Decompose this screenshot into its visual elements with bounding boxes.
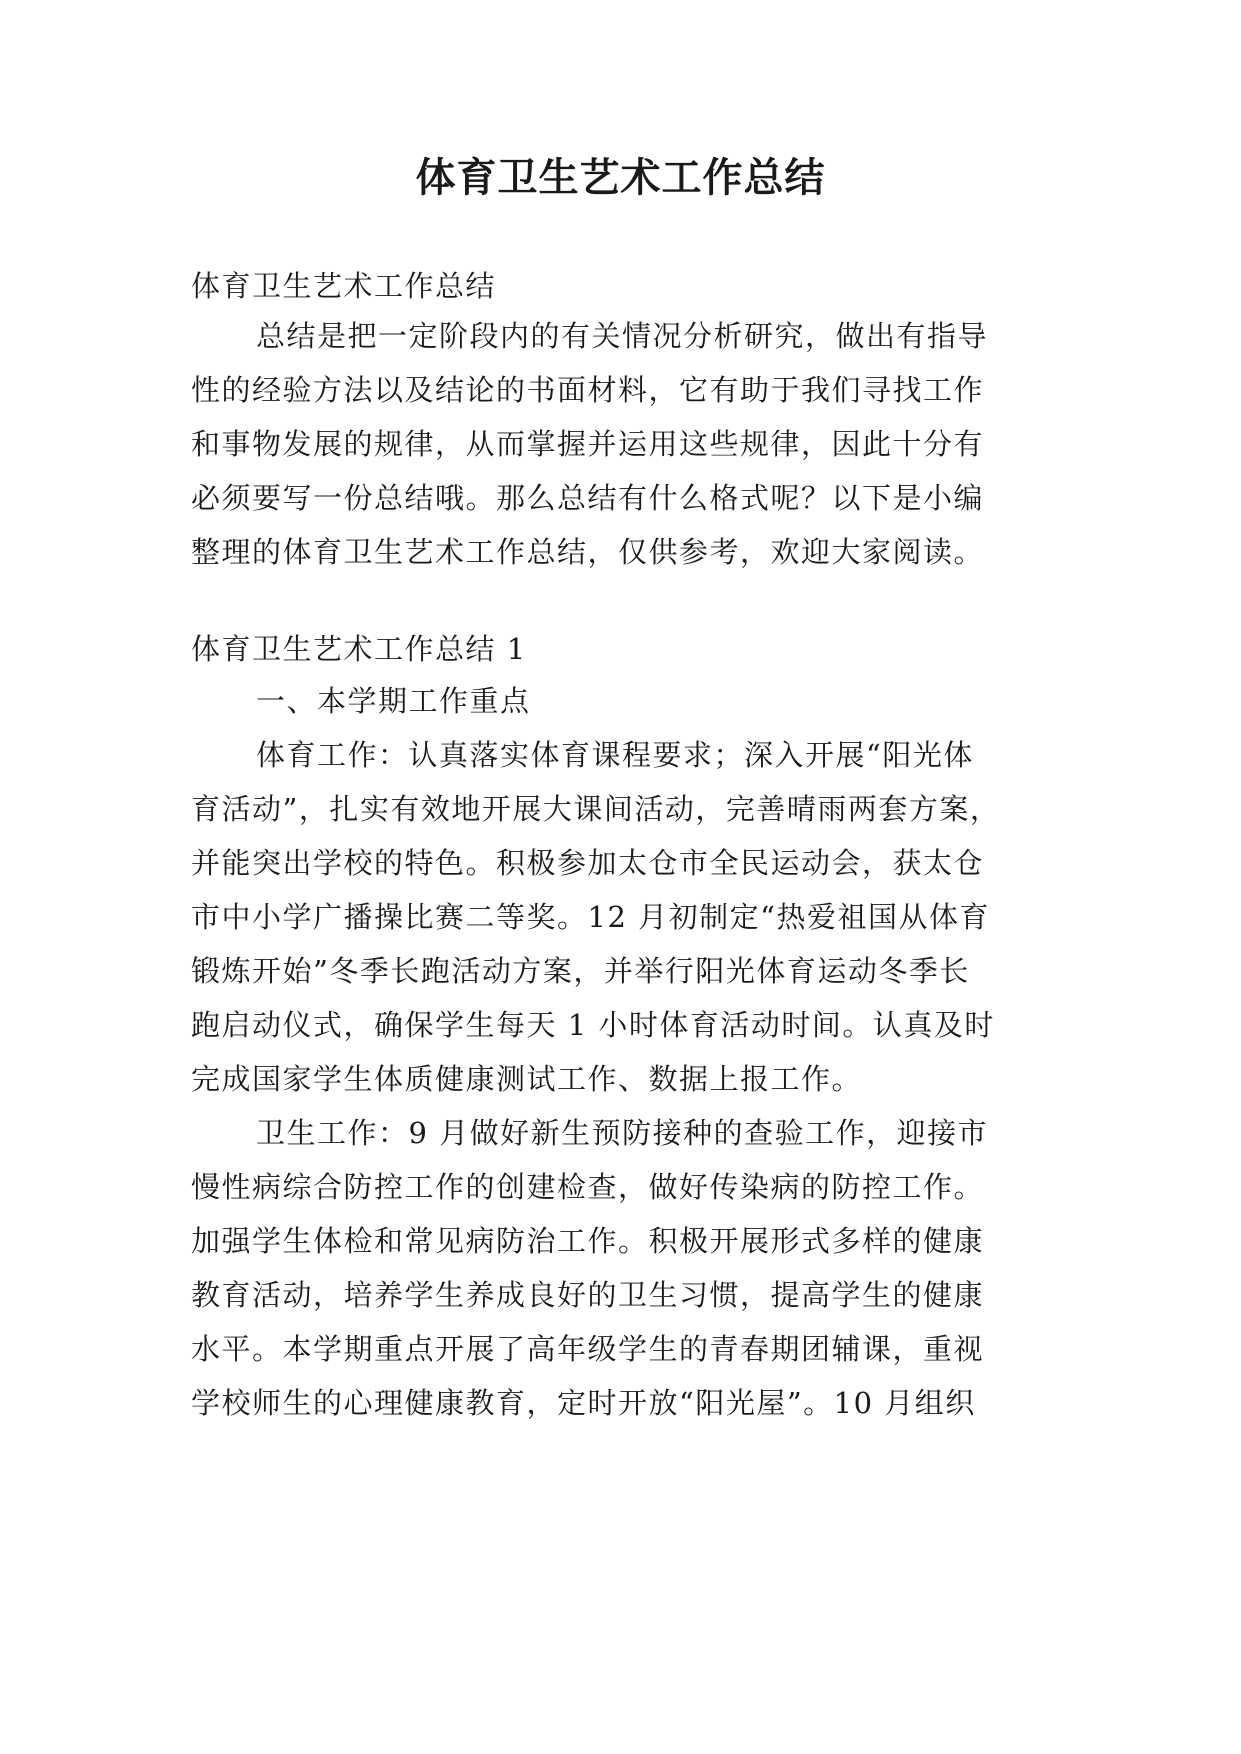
intro-heading: 体育卫生艺术工作总结 bbox=[191, 269, 497, 303]
health-paragraph-line: 卫生工作：9 月做好新生预防接种的查验工作，迎接市 bbox=[256, 1116, 989, 1150]
pe-paragraph-line: 跑启动仪式，确保学生每天 1 小时体育活动时间。认真及时 bbox=[191, 1008, 995, 1042]
intro-line: 总结是把一定阶段内的有关情况分析研究，做出有指导 bbox=[256, 319, 989, 353]
document-title: 体育卫生艺术工作总结 bbox=[415, 154, 826, 201]
pe-paragraph-line: 完成国家学生体质健康测试工作、数据上报工作。 bbox=[191, 1062, 863, 1096]
intro-line: 整理的体育卫生艺术工作总结，仅供参考，欢迎大家阅读。 bbox=[191, 535, 985, 569]
intro-line: 必须要写一份总结哦。那么总结有什么格式呢？以下是小编 bbox=[191, 481, 985, 515]
pe-paragraph-line: 市中小学广播操比赛二等奖。12 月初制定“热爱祖国从体育 bbox=[191, 900, 990, 934]
health-paragraph-line: 教育活动，培养学生养成良好的卫生习惯，提高学生的健康 bbox=[191, 1278, 985, 1312]
health-paragraph-line: 慢性病综合防控工作的创建检查，做好传染病的防控工作。 bbox=[191, 1170, 985, 1204]
health-paragraph-line: 加强学生体检和常见病防治工作。积极开展形式多样的健康 bbox=[191, 1224, 985, 1258]
subsection-heading: 一、本学期工作重点 bbox=[256, 684, 531, 718]
health-paragraph-line: 学校师生的心理健康教育，定时开放“阳光屋”。10 月组织 bbox=[191, 1386, 976, 1420]
pe-paragraph-line: 体育工作：认真落实体育课程要求；深入开展“阳光体 bbox=[256, 738, 974, 772]
pe-paragraph-line: 并能突出学校的特色。积极参加太仓市全民运动会，获太仓 bbox=[191, 846, 985, 880]
health-paragraph-line: 水平。本学期重点开展了高年级学生的青春期团辅课，重视 bbox=[191, 1332, 985, 1366]
intro-line: 和事物发展的规律，从而掌握并运用这些规律，因此十分有 bbox=[191, 427, 985, 461]
section-heading: 体育卫生艺术工作总结 1 bbox=[191, 632, 527, 666]
pe-paragraph-line: 锻炼开始”冬季长跑活动方案，并举行阳光体育运动冬季长 bbox=[191, 954, 970, 988]
intro-line: 性的经验方法以及结论的书面材料，它有助于我们寻找工作 bbox=[191, 373, 985, 407]
pe-paragraph-line: 育活动”，扎实有效地开展大课间活动，完善晴雨两套方案， bbox=[191, 792, 1001, 826]
